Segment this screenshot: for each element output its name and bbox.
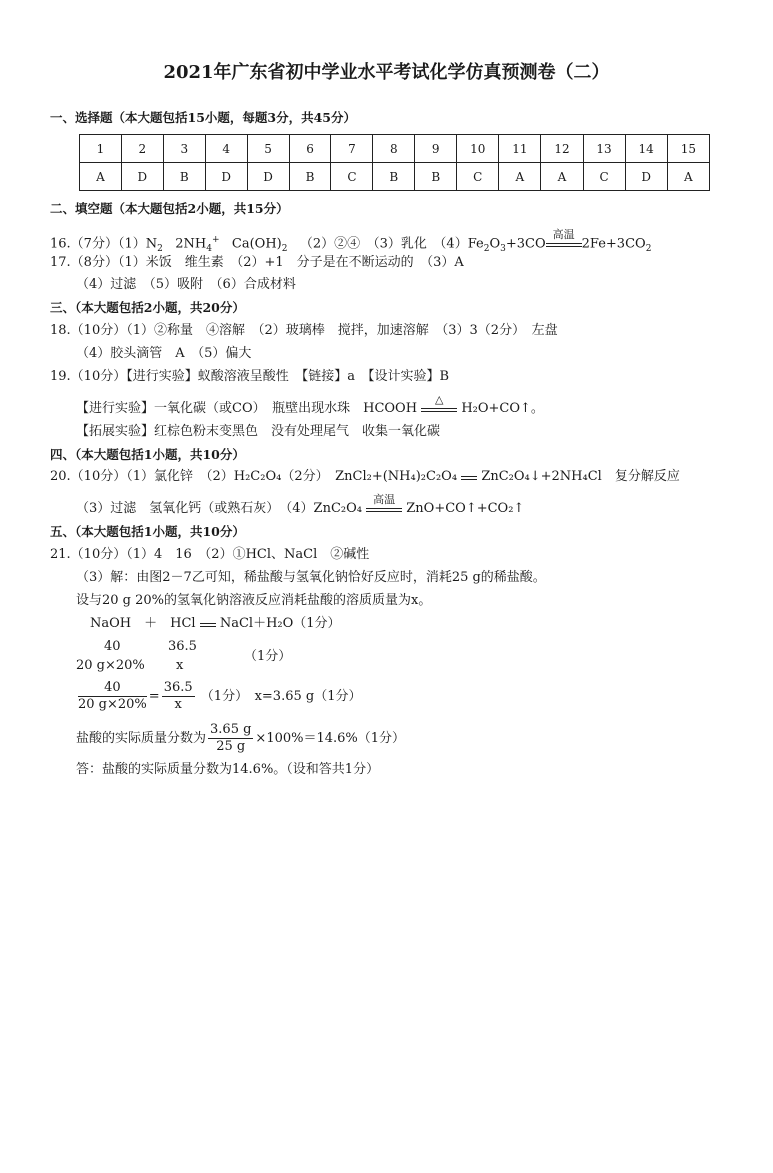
answer-cell: A bbox=[667, 163, 709, 191]
question-number-cell: 3 bbox=[163, 135, 205, 163]
question-number-cell: 11 bbox=[499, 135, 541, 163]
question-number-cell: 2 bbox=[121, 135, 163, 163]
q21-line3: 设与20 g 20%的氢氧化钠溶液反应消耗盐酸的溶质质量为x。 bbox=[76, 593, 432, 608]
high-temp-equals-sign: 高温 bbox=[366, 502, 402, 512]
question-number-cell: 9 bbox=[415, 135, 457, 163]
answer-row bbox=[80, 163, 710, 191]
question-number-cell: 6 bbox=[289, 135, 331, 163]
answer-cell: A bbox=[541, 163, 583, 191]
question-number-cell: 12 bbox=[541, 135, 583, 163]
answer-cell: B bbox=[289, 163, 331, 191]
answer-cell: A bbox=[80, 163, 122, 191]
answer-cell: B bbox=[415, 163, 457, 191]
answer-cell: C bbox=[331, 163, 373, 191]
answer-cell: C bbox=[457, 163, 499, 191]
reaction-equation: NaOH ＋ HCl NaCl＋H₂O（1分） bbox=[90, 616, 341, 631]
q17-line2: （4）过滤 （5）吸附 （6）合成材料 bbox=[76, 277, 296, 292]
q21-line2: （3）解：由图2－7乙可知，稀盐酸与氢氧化钠恰好反应时，消耗25 g的稀盐酸。 bbox=[76, 570, 546, 585]
question-number-cell: 4 bbox=[205, 135, 247, 163]
question-number-cell: 5 bbox=[247, 135, 289, 163]
final-answer: 答：盐酸的实际质量分数为14.6%。（设和答共1分） bbox=[76, 762, 380, 777]
section3-heading: 三、（本大题包括2小题，共20分） bbox=[50, 300, 245, 315]
answer-cell: D bbox=[625, 163, 667, 191]
question-number-cell: 7 bbox=[331, 135, 373, 163]
molar-mass-40: 40 bbox=[104, 639, 121, 654]
q19-line1: 19.（10分）【进行实验】蚁酸溶液呈酸性 【链接】a 【设计实验】B bbox=[50, 369, 450, 384]
answer-cell: D bbox=[247, 163, 289, 191]
answer-cell: A bbox=[499, 163, 541, 191]
section2-heading: 二、填空题（本大题包括2小题，共15分） bbox=[50, 201, 289, 216]
high-temp-equals-sign: 高温 bbox=[546, 237, 582, 247]
fraction-percent: $\frac{3.65 g}{25 g}$ bbox=[210, 722, 252, 754]
section5-heading: 五、（本大题包括1小题，共10分） bbox=[50, 524, 245, 539]
q21-line1: 21.（10分）（1）4 16 （2）①HCl、NaCl ②碱性 bbox=[50, 547, 370, 562]
question-number-row bbox=[80, 135, 710, 163]
fraction-365: $\frac{36.5}{x}$ bbox=[163, 680, 193, 712]
q18-line2: （4）胶头滴管 A （5）偏大 bbox=[76, 346, 252, 361]
q20-line2: （3）过滤 氢氧化钙（或熟石灰） （4）ZnC₂O₄ 高温 ZnO+CO↑+CO₂↑ bbox=[76, 493, 525, 516]
question-number-cell: 8 bbox=[373, 135, 415, 163]
heat-equals-sign: △ bbox=[421, 402, 457, 412]
answer-cell: D bbox=[205, 163, 247, 191]
molar-mass-365: 36.5 bbox=[168, 639, 197, 654]
answer-cell: B bbox=[163, 163, 205, 191]
question-number-cell: 15 bbox=[667, 135, 709, 163]
q16-answer: 16.（7分）$(1)N_2$ $2NH_4^+$ $Ca(OH)_2$ （2）②④ （3）乳化 $(4)Fe_2O_3+3CO$ 高温 $2Fe+3CO_2$ bbox=[50, 228, 652, 254]
equals-sign bbox=[461, 476, 477, 480]
section4-heading: 四、（本大题包括1小题，共10分） bbox=[50, 447, 245, 462]
equals-sign bbox=[200, 623, 216, 627]
mass-base: 20 g×20% bbox=[76, 658, 145, 673]
unknown-x: x bbox=[176, 658, 184, 673]
answer-cell: D bbox=[121, 163, 163, 191]
percent-calculation: 盐酸的实际质量分数为 $\frac{3.65 g}{25 g}$ ×100%＝14.6%（1分） bbox=[76, 722, 406, 754]
page-title: 2021年广东省初中学业水平考试化学仿真预测卷（二） bbox=[163, 62, 610, 83]
q17-line1: 17.（8分）（1）米饭 维生素 （2）+1 分子是在不断运动的 （3）A bbox=[50, 255, 464, 270]
q20-line1: 20.（10分）（1）氯化锌 （2）H₂C₂O₄（2分） ZnCl₂+(NH₄)₂C₂O₄ ZnC₂O₄↓+2NH₄Cl 复分解反应 bbox=[50, 469, 680, 484]
question-number-cell: 10 bbox=[457, 135, 499, 163]
section1-heading: 一、选择题（本大题包括15小题，每题3分，共45分） bbox=[50, 110, 356, 125]
question-number-cell: 13 bbox=[583, 135, 625, 163]
ratio-equation: $\frac{40}{20 g\times 20\%}$ = $\frac{36.5}{x}$ （1分） x=3.65 g（1分） bbox=[78, 680, 362, 712]
question-number-cell: 14 bbox=[625, 135, 667, 163]
question-number-cell: 1 bbox=[80, 135, 122, 163]
fraction-40: $\frac{40}{20 g\times 20\%}$ bbox=[78, 680, 147, 712]
q18-line1: 18.（10分）（1）②称量 ④溶解 （2）玻璃棒 搅拌，加速溶解 （3）3（2分） 左盘 bbox=[50, 323, 558, 338]
answer-cell: B bbox=[373, 163, 415, 191]
q19-line3: 【拓展实验】红棕色粉末变黑色 没有处理尾气 收集一氧化碳 bbox=[76, 424, 441, 439]
point-note: （1分） bbox=[244, 649, 292, 664]
q19-line2: 【进行实验】一氧化碳（或CO） 瓶壁出现水珠 HCOOH △ H₂O+CO↑。 bbox=[76, 393, 544, 416]
answer-cell: C bbox=[583, 163, 625, 191]
answer-table bbox=[79, 134, 710, 191]
